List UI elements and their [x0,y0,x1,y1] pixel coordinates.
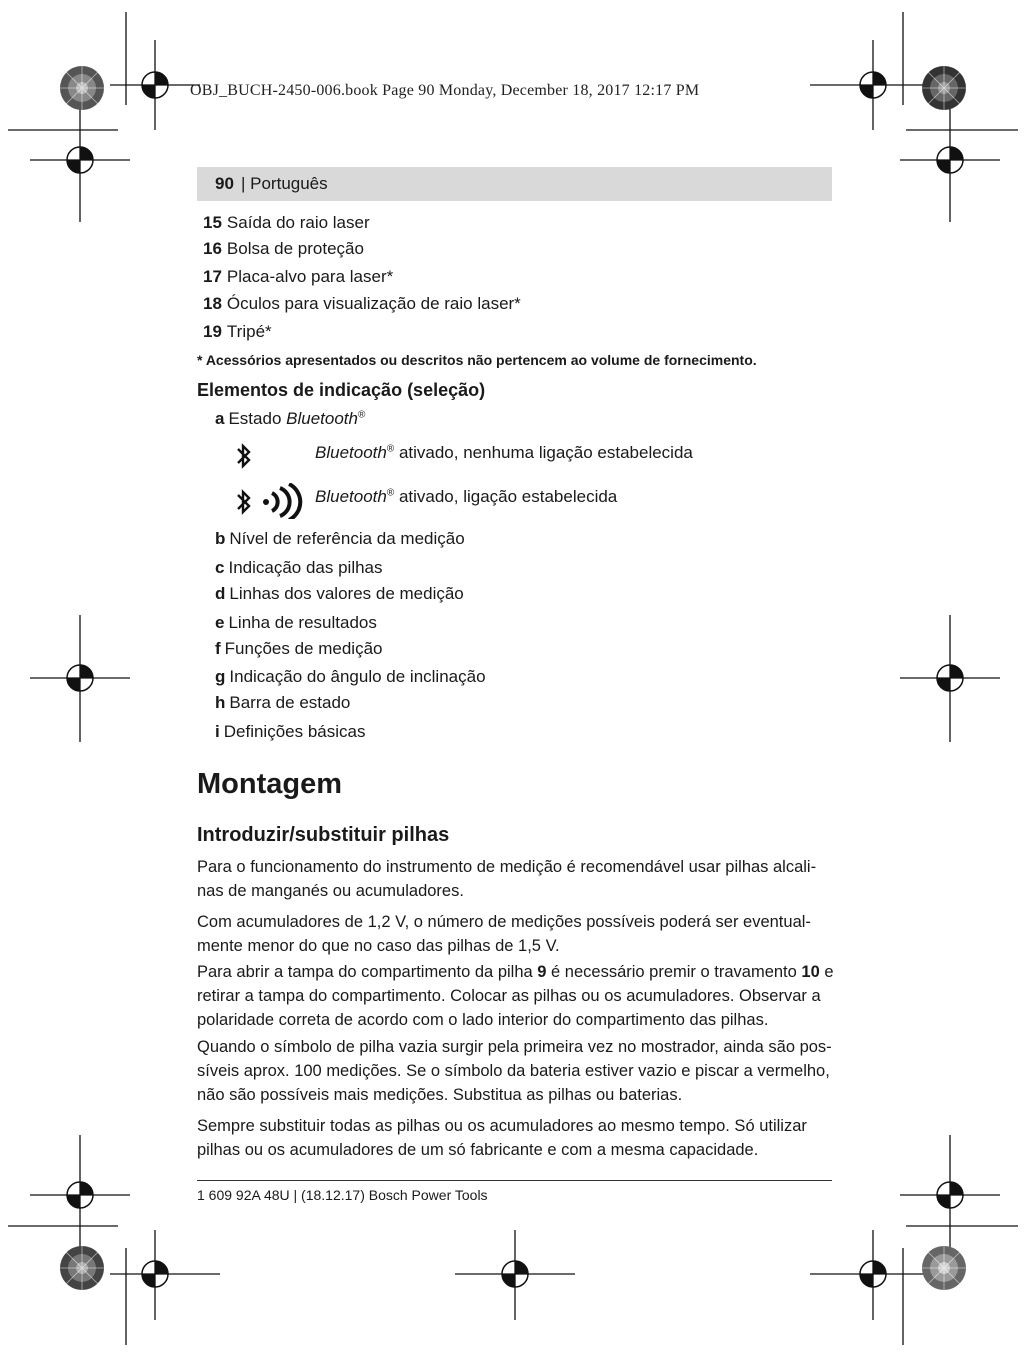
item-number: 18 [203,294,222,313]
bluetooth-status-row [315,487,617,507]
indicator-letter: h [215,693,226,712]
bt-status-text: ativado, ligação estabelecida [394,487,618,506]
part-number: 10 [801,963,820,981]
list-item [203,239,364,259]
bt-italic: Bluetooth [315,443,387,462]
item-number: 19 [203,322,222,341]
indicator-text: Nível de referência da medição [229,529,465,548]
indicator-text: Barra de estado [229,693,351,712]
indicator-prefix: Estado [228,409,287,428]
bluetooth-connected-icon [232,483,304,519]
indicator-text: Indicação do ângulo de inclinação [229,667,486,686]
indicator-letter: a [215,409,225,428]
indicator-letter: g [215,667,226,686]
indicator-letter: d [215,584,226,603]
bluetooth-icon [232,440,256,472]
item-text: Placa-alvo para laser* [226,267,394,286]
indicator-item [215,722,365,742]
section-title: Montagem [197,768,342,800]
indicator-letter: i [215,722,220,741]
indicator-italic: Bluetooth [286,409,358,428]
registered-mark: ® [357,409,366,421]
footer-rule [197,1180,832,1181]
print-slug-header: OBJ_BUCH-2450-006.book Page 90 Monday, December 18, 2017 12:17 PM [190,82,700,99]
bt-status-text: ativado, nenhuma ligação estabelecida [394,443,693,462]
registered-mark: ® [386,487,395,499]
paragraph-text: é necessário premir o travamento [546,963,802,981]
page-number: 90 [215,174,234,193]
item-text: Saída do raio laser [226,213,370,232]
indicator-text: Indicação das pilhas [228,558,383,577]
page-header-band [197,167,832,201]
paragraph-text: e retirar a tampa do compartimento. Colocar as pilhas ou os acumuladores. Observar a polaridade correta de acordo com o lado interior do compartimento das pilhas. [197,963,834,1029]
page-footer: 1 609 92A 48U | (18.12.17) Bosch Power Tools [197,1187,488,1203]
indicators-heading: Elementos de indicação (seleção) [197,380,486,400]
indicator-text: Funções de medição [224,639,383,658]
bt-italic: Bluetooth [315,487,387,506]
indicator-item [215,639,383,659]
paragraph: Quando o símbolo de pilha vazia surgir pela primeira vez no mostrador, ainda são pos-síveis aprox. 100 medições. Se o símbolo da bateria estiver vazio e piscar a vermelho, não são possíveis mais medições. Substitua as pilhas ou baterias. [197,1038,832,1104]
item-number: 15 [203,213,222,232]
paragraph-text: Para abrir a tampa do compartimento da pilha [197,963,538,981]
indicator-letter: f [215,639,221,658]
item-text: Bolsa de proteção [226,239,364,258]
paragraph: Para o funcionamento do instrumento de medição é recomendável usar pilhas alcali-nas de manganés ou acumuladores. [197,858,817,900]
indicator-text: Linhas dos valores de medição [229,584,464,603]
paragraph: Com acumuladores de 1,2 V, o número de medições possíveis poderá ser eventual-mente menor do que no caso das pilhas de 1,5 V. [197,913,811,955]
indicator-item [215,693,350,713]
part-number: 9 [537,963,547,981]
indicator-item [215,613,377,633]
indicator-text: Linha de resultados [228,613,377,632]
item-text: Óculos para visualização de raio laser* [226,294,521,313]
paragraph: Sempre substituir todas as pilhas ou os acumuladores ao mesmo tempo. Só utilizar pilhas ou os acumuladores de um só fabricante e com a mesma capacidade. [197,1117,807,1159]
registered-mark: ® [386,443,395,455]
accessories-footnote: * Acessórios apresentados ou descritos não pertencem ao volume de fornecimento. [197,352,757,368]
list-item [203,267,393,287]
indicator-item [215,558,383,578]
indicator-a [215,409,365,429]
item-number: 16 [203,239,222,258]
bluetooth-status-row [315,443,693,463]
indicator-letter: b [215,529,226,548]
list-item [203,213,370,233]
section-subtitle: Introduzir/substituir pilhas [197,824,450,846]
indicator-item [215,584,464,604]
indicator-letter: e [215,613,225,632]
indicator-item [215,529,465,549]
list-item [203,294,521,314]
page-language: | Português [241,174,328,193]
indicator-text: Definições básicas [223,722,366,741]
item-number: 17 [203,267,222,286]
list-item [203,322,272,342]
indicator-letter: c [215,558,225,577]
item-text: Tripé* [226,322,272,341]
indicator-item [215,667,486,687]
paragraph [197,960,837,1032]
